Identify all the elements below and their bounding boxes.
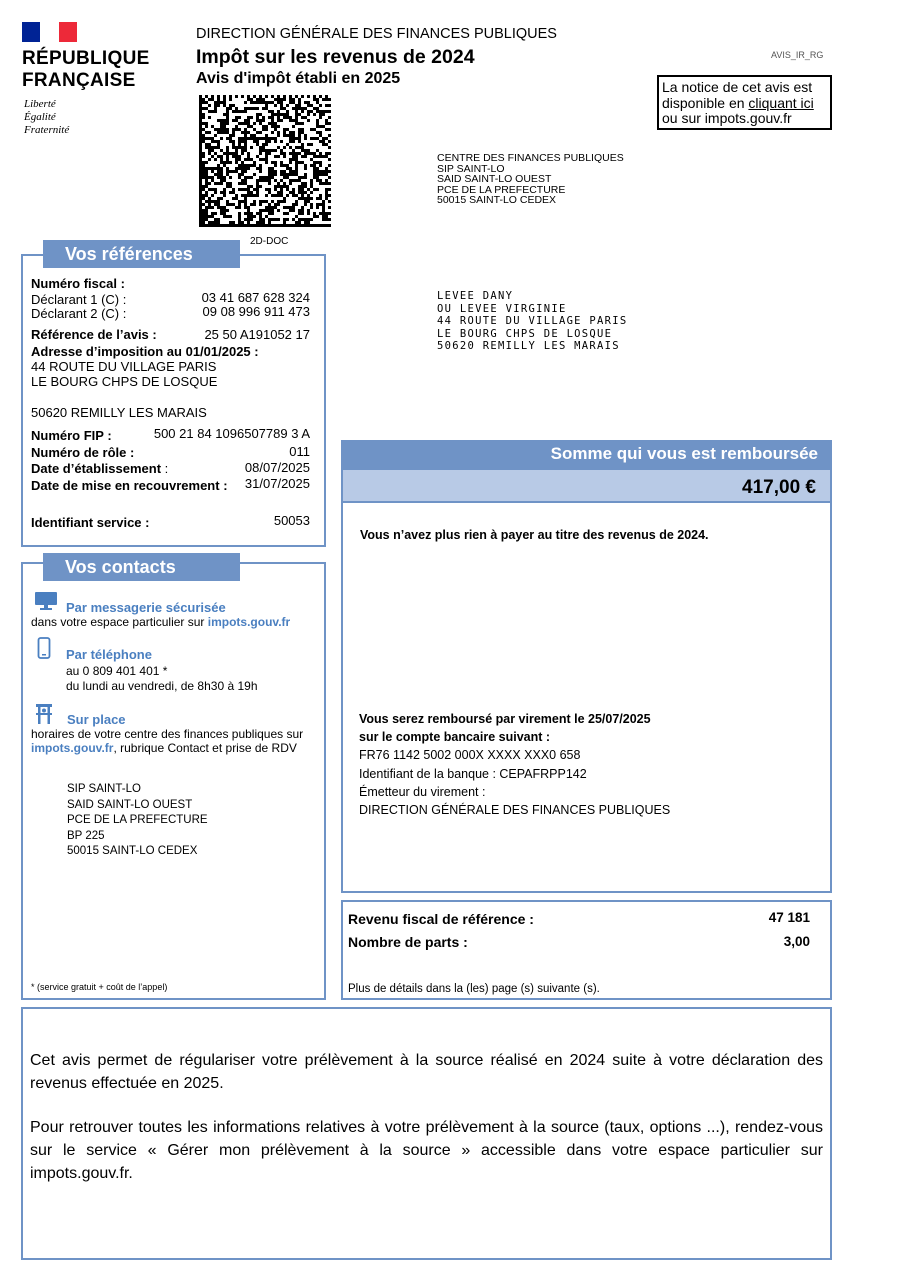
recouvrement-label: Date de mise en recouvrement : bbox=[31, 478, 228, 493]
recipient-line: LE BOURG CHPS DE LOSQUE bbox=[437, 327, 613, 340]
refund-box bbox=[341, 501, 832, 893]
declarant1-value: 03 41 687 628 324 bbox=[201, 290, 310, 305]
datamatrix-barcode bbox=[199, 95, 331, 227]
references-tab: Vos références bbox=[43, 240, 240, 268]
declarant2-value: 09 08 996 911 473 bbox=[202, 304, 310, 319]
rfr-label: Revenu fiscal de référence : bbox=[348, 911, 534, 927]
contact-address-line: SIP SAINT-LO bbox=[67, 783, 141, 795]
role-value: 011 bbox=[289, 444, 310, 459]
emetteur-label: Émetteur du virement : bbox=[359, 785, 486, 799]
centre-line: SIP SAINT-LO bbox=[437, 162, 505, 175]
notice-line-1: La notice de cet avis est bbox=[662, 79, 813, 95]
direction-label: DIRECTION GÉNÉRALE DES FINANCES PUBLIQUES bbox=[196, 26, 557, 42]
refund-header bbox=[341, 440, 832, 468]
recouvrement-value: 31/07/2025 bbox=[244, 476, 310, 491]
declarant1-label: Déclarant 1 (C) : bbox=[31, 292, 127, 307]
messagerie-text-label: dans votre espace particulier sur bbox=[31, 615, 208, 629]
details-note: Plus de détails dans la (les) page (s) suivante (s). bbox=[348, 983, 600, 995]
contact-address-line: PCE DE LA PREFECTURE bbox=[67, 814, 208, 826]
contact-address-line: SAID SAINT-LO OUEST bbox=[67, 798, 193, 811]
page-subtitle: Avis d'impôt établi en 2025 bbox=[196, 70, 401, 87]
place-text-1: horaires de votre centre des finances publiques sur bbox=[31, 727, 304, 741]
telephone-hours: du lundi au vendredi, de 8h30 à 19h bbox=[66, 679, 258, 693]
notice-box bbox=[657, 75, 832, 130]
logo-devise-1: Liberté bbox=[24, 98, 56, 110]
logo-devise-3: Fraternité bbox=[24, 124, 70, 136]
contacts-address bbox=[67, 782, 208, 860]
logo-francaise: FRANÇAISE bbox=[22, 70, 136, 91]
centre-line: SAID SAINT-LO OUEST bbox=[437, 173, 552, 185]
adresse-line: 44 ROUTE DU VILLAGE PARIS bbox=[31, 359, 217, 374]
republique-francaise-logo bbox=[22, 22, 152, 137]
ref-avis-value: 25 50 A191052 17 bbox=[204, 327, 310, 342]
logo-devise-2: Égalité bbox=[24, 111, 56, 123]
document-code: AVIS_IR_RG bbox=[771, 50, 824, 60]
recipient-line: OU LEVEE VIRGINIE bbox=[437, 302, 567, 315]
centre-address bbox=[437, 153, 624, 206]
contacts-footnote: * (service gratuit + coût de l’appel) bbox=[31, 982, 168, 992]
phone-icon bbox=[37, 637, 51, 659]
notice-line-2: disponible en bbox=[662, 94, 749, 111]
centre-line: CENTRE DES FINANCES PUBLIQUES bbox=[437, 152, 624, 164]
adresse-line: LE BOURG CHPS DE LOSQUE bbox=[31, 374, 218, 389]
iban: FR76 1142 5002 000X XXXX XXX0 658 bbox=[359, 748, 581, 762]
ref-avis-label: Référence de l’avis : bbox=[31, 327, 157, 342]
bank-id: Identifiant de la banque : CEPAFRPP142 bbox=[359, 767, 587, 781]
etab-label-text: Date d’établissement bbox=[31, 461, 162, 476]
logo-republique: RÉPUBLIQUE bbox=[22, 48, 150, 69]
counter-icon bbox=[34, 703, 54, 725]
refund-amount: 417,00 € bbox=[742, 477, 816, 498]
emetteur-value: DIRECTION GÉNÉRALE DES FINANCES PUBLIQUES bbox=[359, 803, 671, 817]
notice-line-3: ou sur impots.gouv.fr bbox=[662, 110, 792, 126]
info-paragraph-2: Pour retrouver toutes les informations relatives à votre prélèvement à la source (taux, options ...), rendez-vous sur le service « Gérer mon prélèvement à la source » accessible dans votre espace particulier sur impots.gouv.fr. bbox=[30, 1119, 823, 1182]
adresse-line: 50620 REMILLY LES MARAIS bbox=[31, 405, 207, 420]
recipient-line: 44 ROUTE DU VILLAGE PARIS bbox=[437, 315, 628, 327]
page-title: Impôt sur les revenus de 2024 bbox=[196, 46, 475, 68]
messagerie-text bbox=[31, 615, 290, 629]
parts-value: 3,00 bbox=[783, 934, 810, 949]
virement-line-1: Vous serez remboursé par virement le 25/07/2025 bbox=[359, 712, 651, 726]
place-text-2-label: , rubrique Contact et prise de RDV bbox=[113, 741, 297, 755]
declarant2-label: Déclarant 2 (C) : bbox=[31, 306, 127, 321]
notice-link[interactable]: cliquant ici bbox=[748, 94, 814, 111]
telephone-title: Par téléphone bbox=[66, 647, 152, 662]
rfr-value: 47 181 bbox=[768, 910, 810, 925]
recipient-address bbox=[437, 290, 628, 353]
etab-value: 08/07/2025 bbox=[244, 460, 310, 475]
centre-line: 50015 SAINT-LO CEDEX bbox=[437, 194, 557, 206]
messagerie-title: Par messagerie sécurisée bbox=[66, 600, 226, 615]
refund-amount-bar bbox=[341, 468, 832, 503]
computer-icon bbox=[34, 591, 58, 611]
messagerie-link[interactable]: impots.gouv.fr bbox=[207, 615, 291, 629]
parts-label: Nombre de parts : bbox=[348, 934, 468, 950]
centre-line: PCE DE LA PREFECTURE bbox=[437, 183, 566, 196]
recipient-line: 50620 REMILLY LES MARAIS bbox=[437, 340, 620, 352]
recipient-line: LEVEE DANY bbox=[437, 290, 514, 302]
place-link[interactable]: impots.gouv.fr bbox=[31, 741, 114, 755]
place-title: Sur place bbox=[67, 712, 126, 727]
contact-address-line: BP 225 bbox=[67, 829, 105, 842]
info-box bbox=[21, 1007, 832, 1260]
place-text-2 bbox=[31, 741, 297, 755]
barcode-label: 2D-DOC bbox=[250, 236, 289, 247]
etab-label bbox=[31, 461, 168, 476]
service-label: Identifiant service : bbox=[31, 515, 150, 530]
service-value: 50053 bbox=[273, 513, 310, 528]
refund-title: Somme qui vous est remboursée bbox=[550, 444, 818, 463]
info-paragraph-1: Cet avis permet de régulariser votre prélèvement à la source réalisé en 2024 suite à votre déclaration des revenus effectuée en 2025. bbox=[30, 1052, 823, 1092]
contacts-tab: Vos contacts bbox=[43, 553, 240, 581]
refund-message: Vous n’avez plus rien à payer au titre des revenus de 2024. bbox=[360, 528, 709, 542]
virement-line-2: sur le compte bancaire suivant : bbox=[359, 730, 551, 744]
numero-fiscal-label: Numéro fiscal : bbox=[31, 276, 125, 291]
flag-icon bbox=[22, 22, 77, 42]
contact-address-line: 50015 SAINT-LO CEDEX bbox=[67, 845, 198, 857]
fip-value: 500 21 84 1096507789 3 A bbox=[153, 426, 310, 441]
adresse-label: Adresse d’imposition au 01/01/2025 : bbox=[31, 344, 259, 359]
fip-label: Numéro FIP : bbox=[31, 428, 112, 443]
role-label: Numéro de rôle : bbox=[31, 445, 135, 460]
etab-label-colon: : bbox=[161, 461, 169, 476]
telephone-number: au 0 809 401 401 * bbox=[66, 664, 168, 678]
